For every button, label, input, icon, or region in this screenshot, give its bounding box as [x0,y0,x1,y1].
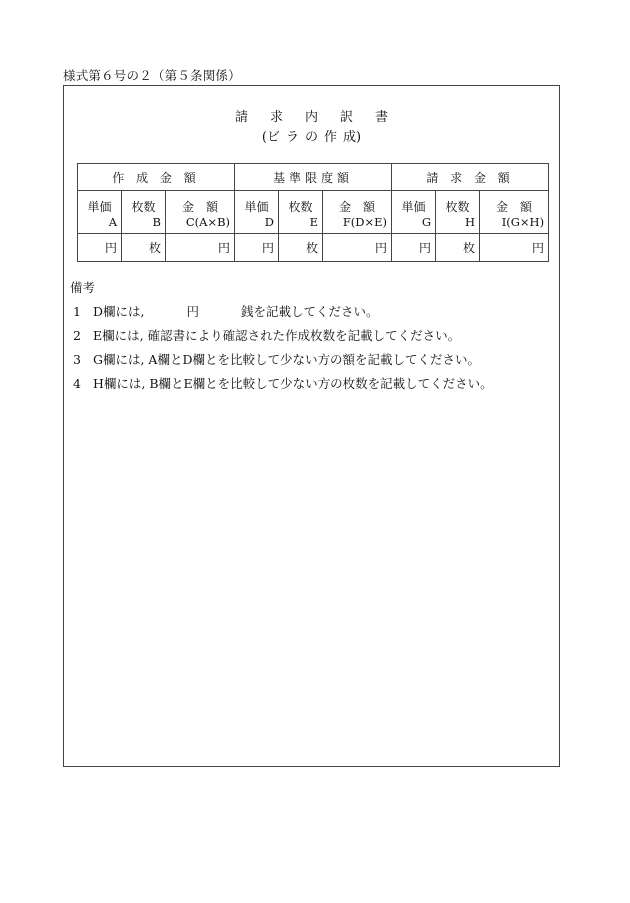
column-code: E [279,215,323,234]
subtitle-char: (ビ [261,130,280,145]
title-char: 請 [234,110,248,125]
column-header: 枚数 [122,191,166,216]
remark-text: H欄には, B欄とE欄とを比較して少ない方の枚数を記載してください。 [93,376,493,391]
group-header-production: 作 成 金 額 [78,164,235,191]
column-code: H [436,215,480,234]
remark-number: 3 [73,352,81,367]
count-b-cell[interactable]: 枚 [122,234,166,262]
column-header: 単価 [78,191,122,216]
column-code: D [235,215,279,234]
remark-text: D欄には, [93,304,145,319]
title-char: 内 [304,110,318,125]
entry-row [78,234,549,262]
remark-item-2 [73,326,460,344]
column-code: F(D×E) [323,215,392,234]
column-header: 単価 [392,191,436,216]
amount-i-cell[interactable]: 円 [480,234,549,262]
column-code: I(G×H) [480,215,549,234]
subtitle-char: の [304,130,318,145]
column-code-row [78,215,549,234]
document-title [64,106,559,125]
group-header-limit: 基準限度額 [235,164,392,191]
remark-item-1 [73,302,379,320]
subtitle-char: 作 [324,130,338,145]
form-number: 様式第６号の２（第５条関係） [63,68,241,83]
column-code: A [78,215,122,234]
unit-price-g-cell[interactable]: 円 [392,234,436,262]
remark-text: E欄には, 確認書により確認された作成枚数を記載してください。 [93,328,461,343]
column-header: 金 額 [166,191,235,216]
remark-text: G欄には, A欄とD欄とを比較して少ない方の額を記載してください。 [93,352,480,367]
remark-number: 4 [73,376,81,391]
column-header: 金 額 [480,191,549,216]
form-frame [63,85,560,767]
amount-c-cell[interactable]: 円 [166,234,235,262]
column-header-row [78,191,549,216]
unit-price-d-cell[interactable]: 円 [235,234,279,262]
title-char: 求 [269,110,283,125]
remarks-title: 備考 [70,280,96,295]
column-header: 金 額 [323,191,392,216]
count-h-cell[interactable]: 枚 [436,234,480,262]
subtitle-char: 成) [343,130,362,145]
column-header: 枚数 [436,191,480,216]
remark-item-3 [73,350,480,368]
title-char: 書 [375,110,389,125]
column-header: 枚数 [279,191,323,216]
remark-number: 2 [73,328,81,343]
amount-f-cell[interactable]: 円 [323,234,392,262]
column-code: G [392,215,436,234]
column-header: 単価 [235,191,279,216]
group-header-claim: 請 求 金 額 [392,164,549,191]
remark-text: 円 [186,304,200,319]
title-char: 訳 [340,110,354,125]
unit-price-a-cell[interactable]: 円 [78,234,122,262]
group-header-row [78,164,549,191]
column-code: B [122,215,166,234]
column-code: C(A×B) [166,215,235,234]
remark-number: 1 [73,304,81,319]
document-subtitle [64,126,559,145]
subtitle-char: ラ [285,130,299,145]
remark-item-4 [73,374,493,392]
count-e-cell[interactable]: 枚 [279,234,323,262]
remark-text: 銭を記載してください。 [241,304,379,319]
amount-table [77,163,549,262]
